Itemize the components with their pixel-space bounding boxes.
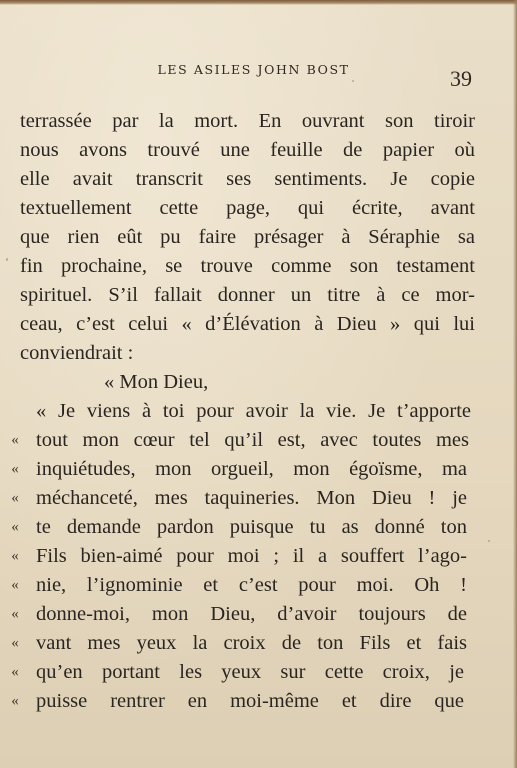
margin-guillemet: « <box>11 664 19 680</box>
margin-guillemet: « <box>11 606 19 622</box>
running-head <box>0 62 517 77</box>
margin-guillemet: « <box>11 635 19 651</box>
paper-speck <box>488 540 490 542</box>
margin-guillemet: « <box>11 519 19 535</box>
text-line: « Je viens à toi pour avoir la vie. Je t’apporte <box>36 400 471 422</box>
page-number: 39 <box>450 66 472 91</box>
margin-guillemet: « <box>11 693 19 709</box>
text-line: spirituel. S’il fallait donner un titre à ce mor- <box>20 284 475 306</box>
text-line: Fils bien-aimé pour moi ; il a souffert l’ago- <box>36 545 467 567</box>
margin-guillemet: « <box>11 461 19 477</box>
margin-guillemet: « <box>11 490 19 506</box>
margin-guillemet: « <box>11 577 19 593</box>
paper-speck <box>6 258 8 261</box>
margin-guillemet: « <box>11 548 19 564</box>
paper-speck <box>352 80 354 82</box>
text-line: textuellement cette page, qui écrite, avant <box>20 197 475 219</box>
text-line: donne-moi, mon Dieu, d’avoir toujours de <box>36 603 467 625</box>
margin-guillemet: « <box>11 432 19 448</box>
text-line: tout mon cœur tel qu’il est, avec toutes mes <box>36 429 469 451</box>
text-line: puisse rentrer en moi-même et dire que <box>36 690 464 712</box>
text-line: fin prochaine, se trouve comme son testament <box>20 255 475 277</box>
text-line: terrassée par la mort. En ouvrant son tiroir <box>20 110 475 132</box>
text-line: méchanceté, mes taquineries. Mon Dieu ! je <box>36 487 467 509</box>
text-line: te demande pardon puisque tu as donné ton <box>36 516 467 538</box>
text-line: elle avait transcrit ses sentiments. Je copie <box>20 168 475 190</box>
text-line: inquiétudes, mon orgueil, mon égoïsme, ma <box>36 458 467 480</box>
page-top-edge <box>0 0 517 5</box>
text-line: vant mes yeux la croix de ton Fils et fais <box>36 632 467 654</box>
text-line: nous avons trouvé une feuille de papier où <box>20 139 475 161</box>
salutation-line: « Mon Dieu, <box>104 371 209 393</box>
text-line: que rien eût pu faire présager à Séraphie sa <box>20 226 475 248</box>
text-line: nie, l’ignominie et c’est pour moi. Oh ! <box>36 574 467 596</box>
text-line: ceau, c’est celui « d’Élévation à Dieu » qui lui <box>20 313 475 335</box>
text-line: qu’en portant les yeux sur cette croix, je <box>36 661 464 683</box>
page-right-edge <box>513 0 517 768</box>
running-title: LES ASILES JOHN BOST <box>157 62 350 77</box>
text-line: conviendrait : <box>20 342 134 364</box>
